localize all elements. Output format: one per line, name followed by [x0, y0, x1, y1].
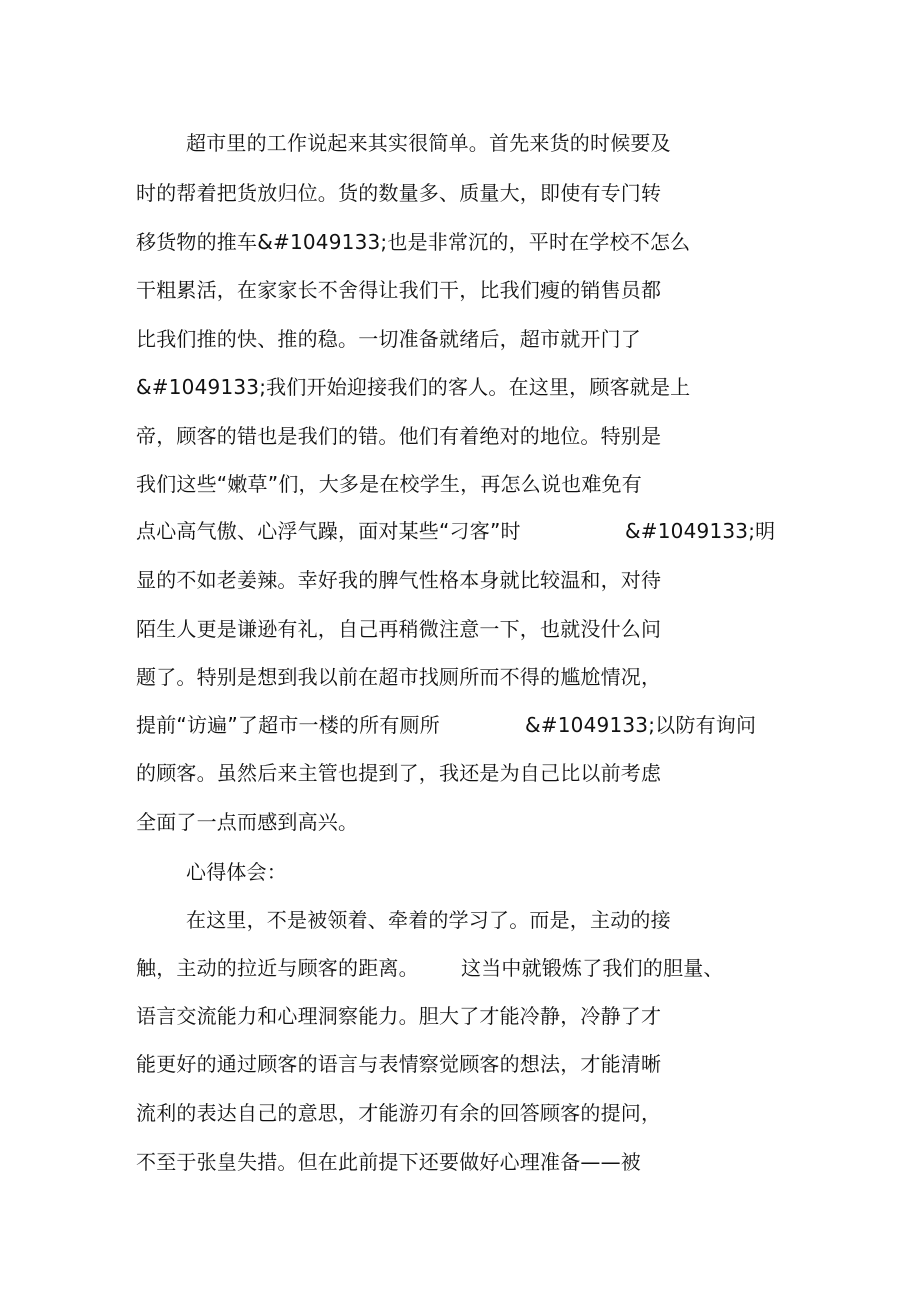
text-line: 移货物的推车&#1049133;也是非常沉的，平时在学校不怎么 [136, 230, 691, 254]
text-line: 题了。特别是想到我以前在超市找厕所而不得的尴尬情况， [136, 665, 662, 689]
text-line: 触，主动的拉近与顾客的距离。 [136, 956, 419, 980]
text-line: 显的不如老姜辣。幸好我的脾气性格本身就比较温和，对待 [136, 568, 662, 592]
text-line: 超市里的工作说起来其实很简单。首先来货的时候要及 [186, 131, 671, 155]
text-line: 流利的表达自己的意思，才能游刃有余的回答顾客的提问， [136, 1101, 662, 1125]
text-line-fragment: &#1049133;以防有询问 [525, 713, 757, 737]
text-line: 时的帮着把货放归位。货的数量多、质量大，即使有专门转 [136, 181, 662, 205]
text-line: 不至于张皇失措。但在此前提下还要做好心理准备——被 [136, 1150, 641, 1174]
text-line: 比我们推的快、推的稳。一切准备就绪后，超市就开门了 [136, 327, 641, 351]
text-line: 点心高气傲、心浮气躁，面对某些“刁客”时 [136, 519, 521, 543]
section-heading: 心得体会： [186, 860, 287, 884]
text-line: 陌生人更是谦逊有礼，自己再稍微注意一下，也就没什么问 [136, 617, 662, 641]
text-line-fragment: 这当中就锻炼了我们的胆量、 [461, 956, 724, 980]
text-line: 帝，顾客的错也是我们的错。他们有着绝对的地位。特别是 [136, 424, 662, 448]
text-line: 语言交流能力和心理洞察能力。胆大了才能冷静，冷静了才 [136, 1004, 662, 1028]
text-line: 在这里，不是被领着、牵着的学习了。而是，主动的接 [186, 908, 671, 932]
text-line: &#1049133;我们开始迎接我们的客人。在这里，顾客就是上 [136, 375, 691, 399]
text-line: 的顾客。虽然后来主管也提到了，我还是为自己比以前考虑 [136, 761, 662, 785]
text-line: 我们这些“嫩草”们，大多是在校学生，再怎么说也难免有 [136, 472, 642, 496]
text-line: 提前“访遍”了超市一楼的所有厕所 [136, 713, 440, 737]
text-line: 能更好的通过顾客的语言与表情察觉顾客的想法，才能清晰 [136, 1052, 662, 1076]
text-line-fragment: &#1049133;明 [625, 519, 776, 543]
text-line: 全面了一点而感到高兴。 [136, 810, 359, 834]
text-line: 干粗累活，在家家长不舍得让我们干，比我们瘦的销售员都 [136, 278, 662, 302]
